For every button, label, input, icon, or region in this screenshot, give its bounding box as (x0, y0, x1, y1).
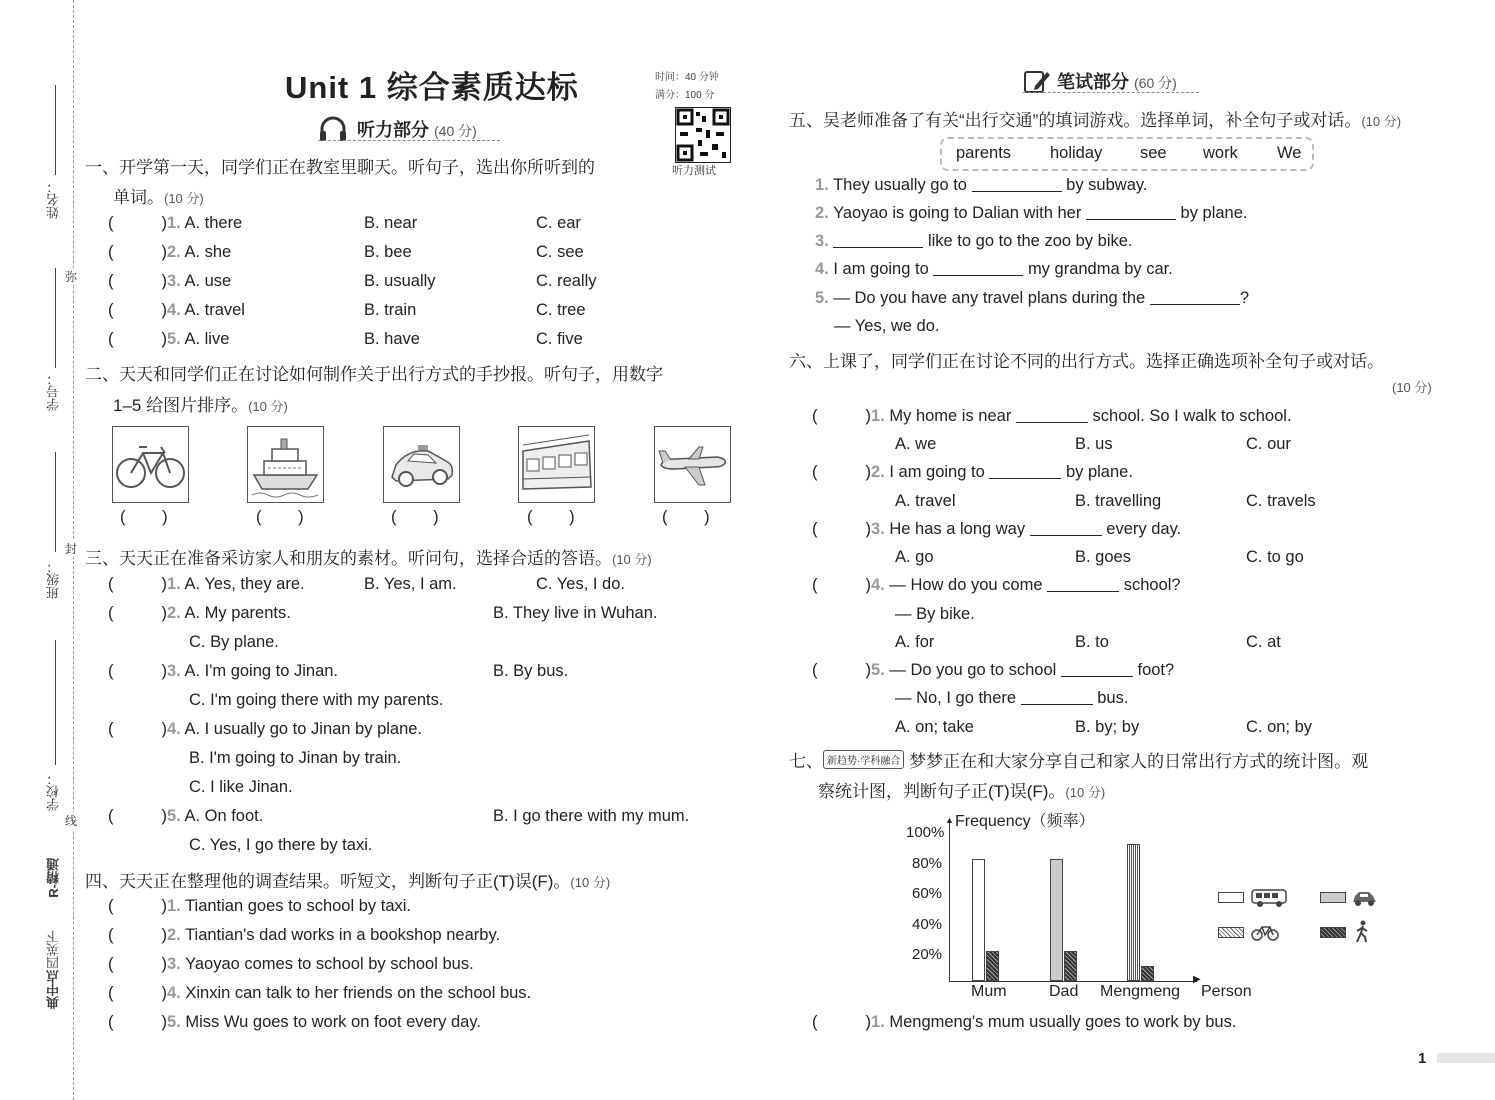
option-b: B. usually (364, 272, 436, 290)
list-item: ( )5. A. live (108, 330, 230, 348)
bicycle-small-icon (1250, 922, 1280, 947)
option-c: C. By plane. (189, 633, 279, 651)
y-axis-title: Frequency（频率） (955, 813, 1095, 830)
sec1-title-cont: 单词。(10 分) (113, 188, 204, 207)
fill-blank-row: 3. like to go to the zoo by bike. (815, 232, 1133, 250)
y-tick-label: 60% (912, 885, 943, 902)
option-b: B. I go there with my mum. (493, 807, 690, 825)
y-axis (949, 820, 950, 982)
listening-underline (318, 140, 500, 141)
answer-blank[interactable] (1150, 304, 1240, 305)
ship-icon (247, 426, 324, 503)
answer-paren[interactable]: ( ) (256, 508, 304, 526)
option-c: C. really (536, 272, 597, 290)
list-item: ( )4. A. travel (108, 301, 245, 319)
answer-paren[interactable]: ( ) (662, 508, 710, 526)
sec7-title-cont: 察统计图，判断句子正(T)误(F)。(10 分) (818, 782, 1106, 801)
sec1-title: 一、开学第一天，同学们正在教室里聊天。听句子，选出你所听到的 (85, 158, 595, 177)
class-line (55, 452, 56, 552)
option-b: B. near (364, 214, 418, 232)
car-small-icon (1350, 888, 1378, 913)
option-c: C. I like Jinan. (189, 778, 293, 796)
list-item: ( )2. Tiantian's dad works in a bookshop nearby. (108, 926, 501, 944)
answer-blank[interactable] (989, 478, 1061, 479)
car-icon (383, 426, 460, 503)
answer-blank[interactable] (1021, 704, 1093, 705)
list-item: ( )3. A. use (108, 272, 232, 290)
xian-char: 线 (65, 814, 78, 828)
school-label: 学校： (46, 772, 61, 811)
bar-dad-walk (1064, 951, 1077, 981)
x-tick-label: Dad (1049, 983, 1079, 1000)
qr-caption: 听力测试 (672, 165, 716, 177)
trend-badge: 新趋势·学科融合 (823, 750, 904, 769)
y-axis-arrow: ▲ (945, 815, 954, 825)
word-bank-item: holiday (1050, 144, 1103, 162)
list-item: ( )5. Miss Wu goes to work on foot every day. (108, 1013, 481, 1031)
sec5-title: 五、吴老师准备了有关“出行交通”的填词游戏。选择单词，补全句子或对话。(10 分) (789, 111, 1402, 130)
listening-heading: 听力部分 (40 分) (357, 120, 477, 140)
sec7-title: 七、 新趋势·学科融合 梦梦正在和大家分享自己和家人的日常出行方式的统计图。观 (789, 752, 1369, 771)
answer-blank[interactable] (933, 275, 1023, 276)
option-c: C. our (1246, 435, 1291, 453)
option-c: C. five (536, 330, 583, 348)
book-label: 四英下 (46, 930, 61, 969)
page-bar (1437, 1053, 1495, 1063)
page-title: Unit 1 综合素质达标 (285, 70, 579, 105)
pencil-icon (1023, 68, 1051, 99)
word-bank-item: see (1140, 144, 1167, 162)
option-c: C. I'm going there with my parents. (189, 691, 444, 709)
student-no-label: 学号： (46, 372, 61, 411)
option-b: B. Yes, I am. (364, 575, 457, 593)
list-item: ( )1. A. there (108, 214, 243, 232)
x-tick-label: Mum (971, 983, 1007, 1000)
sec2-title: 二、天天和同学们正在讨论如何制作关于出行方式的手抄报。听句子，用数字 (85, 365, 663, 384)
reply-text: — By bike. (895, 605, 975, 623)
y-tick-label: 80% (912, 855, 943, 872)
option-b: B. I'm going to Jinan by train. (189, 749, 402, 767)
option-a: A. travel (895, 492, 956, 510)
sec4-title: 四、天天正在整理他的调查结果。听短文，判断句子正(T)误(F)。(10 分) (85, 872, 611, 891)
option-c: C. see (536, 243, 584, 261)
list-item: ( )1. Tiantian goes to school by taxi. (108, 897, 411, 915)
option-c: C. to go (1246, 548, 1304, 566)
question-row: ( )5. A. On foot. (108, 807, 264, 825)
question-row: ( )3. He has a long way every day. (812, 520, 1182, 538)
reply-text: — Yes, we do. (834, 317, 940, 335)
option-b: B. travelling (1075, 492, 1162, 510)
option-b: B. By bus. (493, 662, 569, 680)
bicycle-icon (112, 426, 189, 503)
answer-blank[interactable] (972, 191, 1062, 192)
writing-heading: 笔试部分 (60 分) (1057, 72, 1177, 92)
answer-paren[interactable]: ( ) (391, 508, 439, 526)
fill-blank-row: 5. — Do you have any travel plans during the ? (815, 289, 1249, 307)
word-bank-item: work (1203, 144, 1238, 162)
answer-paren[interactable]: ( ) (120, 508, 168, 526)
option-b: B. goes (1075, 548, 1131, 566)
question-row: ( )5. — Do you go to school foot? (812, 661, 1175, 679)
bar-mum-walk (986, 951, 999, 981)
option-b: B. to (1075, 633, 1109, 651)
option-a: A. we (895, 435, 937, 453)
fill-blank-row: 2. Yaoyao is going to Dalian with her by plane. (815, 204, 1248, 222)
option-b: B. bee (364, 243, 412, 261)
sec6-title: 六、上课了，同学们正在讨论不同的出行方式。选择正确选项补全句子或对话。 (789, 352, 1384, 371)
walking-icon (1352, 920, 1372, 949)
score-info: 满分：100 分 (655, 90, 715, 101)
class-label: 班级： (46, 560, 61, 599)
option-c: C. travels (1246, 492, 1316, 510)
answer-blank[interactable] (1047, 591, 1119, 592)
question-row: ( )2. I am going to by plane. (812, 463, 1133, 481)
option-c: C. tree (536, 301, 586, 319)
answer-blank[interactable] (1016, 422, 1088, 423)
bar-mengmeng-walk (1141, 966, 1154, 981)
list-item: ( )2. A. she (108, 243, 232, 261)
legend-swatch-bus (1218, 892, 1244, 903)
bar-dad-car (1050, 859, 1063, 981)
option-b: B. have (364, 330, 420, 348)
name-label: 姓名： (46, 180, 61, 219)
option-c: C. on; by (1246, 718, 1313, 736)
option-b: B. train (364, 301, 417, 319)
legend-swatch-bike (1218, 927, 1244, 938)
fill-blank-row: 1. They usually go to by subway. (815, 176, 1148, 194)
bar-mengmeng-bike (1127, 844, 1140, 981)
time-info: 时间：40 分钟 (655, 72, 719, 83)
answer-blank[interactable] (1061, 676, 1133, 677)
name-line (55, 85, 56, 175)
answer-blank[interactable] (833, 247, 923, 248)
y-tick-label: 40% (912, 916, 943, 933)
question-row: ( )3. A. I'm going to Jinan. (108, 662, 339, 680)
train-icon (518, 426, 595, 503)
page-number: 1 (1418, 1050, 1427, 1067)
option-a: A. on; take (895, 718, 974, 736)
series-label: R-精通 (46, 858, 61, 898)
x-tick-label: Mengmeng (1100, 983, 1181, 1000)
option-c: C. ear (536, 214, 581, 232)
question-row: ( )2. A. My parents. (108, 604, 291, 622)
answer-blank[interactable] (1030, 535, 1102, 536)
answer-blank[interactable] (1086, 219, 1176, 220)
list-item: ( )3. Yaoyao comes to school by school bus. (108, 955, 474, 973)
x-axis-title: Person (1201, 983, 1252, 1000)
qr-code[interactable] (675, 107, 731, 163)
bar-mum-bus (972, 859, 985, 981)
option-c: C. Yes, I go there by taxi. (189, 836, 373, 854)
brand-logo: 典中点 (46, 970, 61, 1009)
sec3-title: 三、天天正在准备采访家人和朋友的素材。听问句，选择合适的答语。(10 分) (85, 549, 652, 568)
student-no-line (55, 268, 56, 368)
y-tick-label: 100% (906, 824, 945, 841)
plane-icon (654, 426, 731, 503)
option-b: B. by; by (1075, 718, 1140, 736)
sec2-title-cont: 1–5 给图片排序。(10 分) (113, 396, 288, 415)
x-axis-arrow: ▶ (1193, 974, 1201, 985)
school-line (55, 640, 56, 765)
question-row: ( )1. My home is near school. So I walk to school. (812, 407, 1292, 425)
y-tick-label: 20% (912, 946, 943, 963)
question-row: ( )4. A. I usually go to Jinan by plane. (108, 720, 423, 738)
mi-char: 弥 (65, 270, 78, 284)
answer-paren[interactable]: ( ) (527, 508, 575, 526)
bus-icon (1250, 888, 1290, 913)
list-item: ( )4. Xinxin can talk to her friends on the school bus. (108, 984, 532, 1002)
option-c: C. Yes, I do. (536, 575, 625, 593)
question-row: ( )1. A. Yes, they are. (108, 575, 305, 593)
question-row: ( )1. Mengmeng's mum usually goes to work by bus. (812, 1013, 1237, 1031)
option-b: B. us (1075, 435, 1113, 453)
feng-char: 封 (65, 542, 78, 556)
sec6-points: (10 分) (1392, 380, 1432, 395)
question-row: ( )4. — How do you come school? (812, 576, 1181, 594)
option-c: C. at (1246, 633, 1281, 651)
fill-blank-row: 4. I am going to my grandma by car. (815, 260, 1173, 278)
word-bank-item: We (1277, 144, 1302, 162)
option-a: A. for (895, 633, 935, 651)
legend-swatch-walk (1320, 927, 1346, 938)
reply-text: — No, I go there bus. (895, 689, 1129, 707)
headphones-icon (318, 116, 348, 147)
writing-underline (1023, 92, 1199, 93)
x-axis (949, 981, 1197, 982)
option-b: B. They live in Wuhan. (493, 604, 658, 622)
word-bank-item: parents (956, 144, 1012, 162)
option-a: A. go (895, 548, 934, 566)
word-bank (940, 137, 1314, 171)
legend-swatch-car (1320, 892, 1346, 903)
